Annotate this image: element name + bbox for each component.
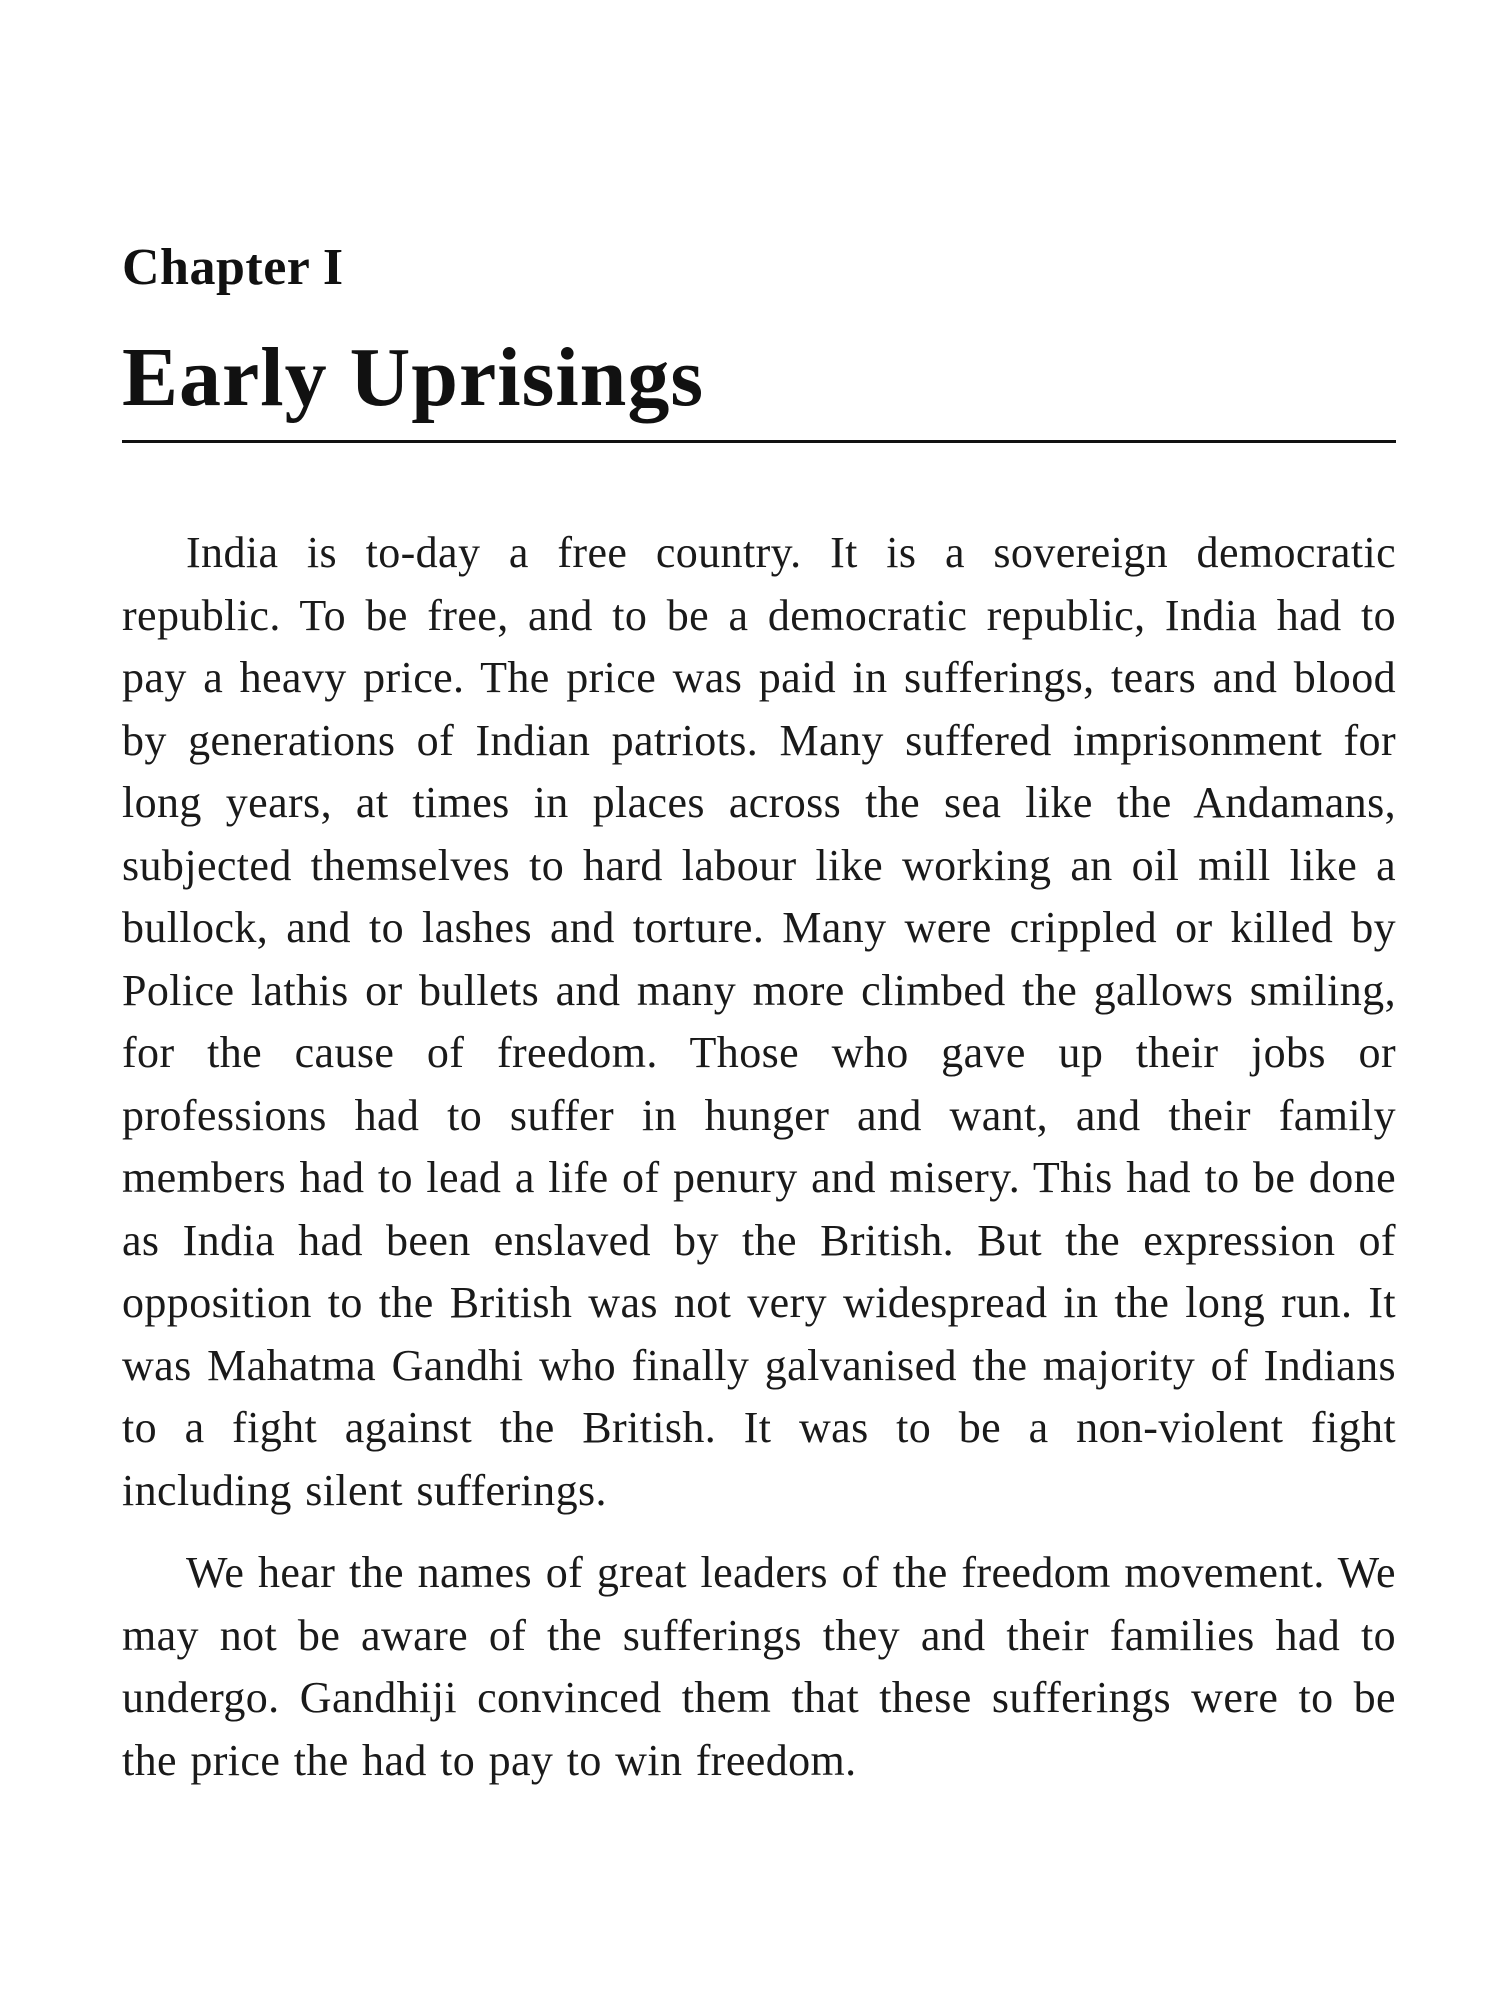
chapter-title: Early Uprisings — [122, 331, 705, 424]
chapter-body — [122, 522, 1396, 1812]
paragraph-1: India is to-day a free country. It is a sovereign democratic republic. To be free, and to be a democratic republic, India had to pay a heavy price. The price was paid in sufferings, tears and blood by generations of Indian patriots. Many suffered imprisonment for long years, at times in places across the sea like the Andamans, subjected themselves to hard labour like working an oil mill like a bullock, and to lashes and torture. Many were crippled or killed by Police lathis or bullets and many more climbed the gallows smiling, for the cause of freedom. Those who gave up their jobs or professions had to suffer in hunger and want, and their family members had to lead a life of penury and misery. This had to be done as India had been enslaved by the British. But the expression of opposition to the British was not very widespread in the long run. It was Mahatma Gandhi who finally galvanised the majority of Indians to a fight against the British. It was to be a non-violent fight including silent sufferings. — [122, 528, 1396, 1515]
paragraph-2: We hear the names of great leaders of the freedom movement. We may not be aware of the sufferings they and their families had to undergo. Gandhiji convinced them that these sufferings were to be the price the had to pay to win freedom. — [122, 1548, 1396, 1785]
book-page — [122, 0, 1396, 2000]
chapter-number: Chapter I — [122, 239, 344, 296]
title-divider — [122, 440, 1396, 443]
